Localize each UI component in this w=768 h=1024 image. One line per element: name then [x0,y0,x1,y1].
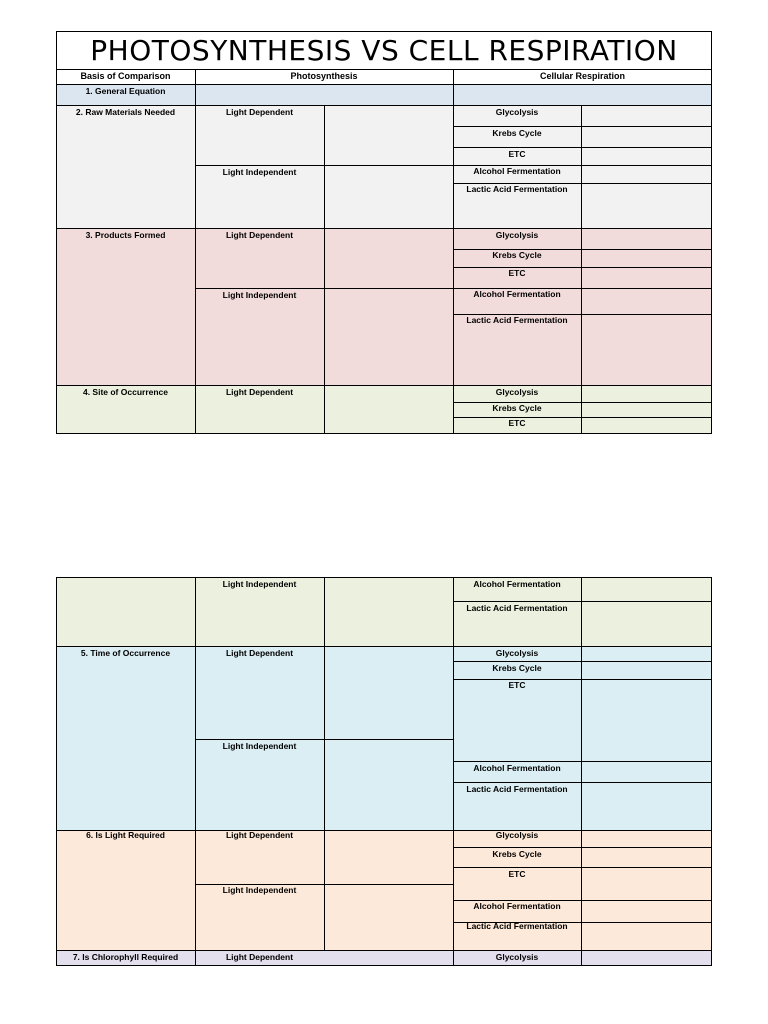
phase-light-independent: Light Independent [222,579,297,589]
phase-light-dependent: Light Dependent [225,648,294,658]
stage-lactic-acid-fermentation: Lactic Acid Fermentation [466,921,568,931]
stage-glycolysis: Glycolysis [495,107,539,117]
site-of-occurrence-continued-bg [56,577,712,646]
products-formed-section-bg [56,228,712,385]
phase-light-independent: Light Independent [222,290,297,300]
stage-krebs-cycle: Krebs Cycle [492,403,542,413]
stage-glycolysis: Glycolysis [495,648,539,658]
phase-light-dependent: Light Dependent [225,230,294,240]
stage-alcohol-fermentation: Alcohol Fermentation [473,901,561,911]
phase-light-dependent: Light Dependent [225,830,294,840]
stage-lactic-acid-fermentation: Lactic Acid Fermentation [466,315,568,325]
stage-glycolysis: Glycolysis [495,830,539,840]
phase-light-dependent: Light Dependent [225,107,294,117]
category-is-light-required: 6. Is Light Required [86,830,165,840]
stage-krebs-cycle: Krebs Cycle [492,849,542,859]
stage-etc: ETC [508,418,526,428]
stage-alcohol-fermentation: Alcohol Fermentation [473,579,561,589]
phase-light-independent: Light Independent [222,885,297,895]
comparison-table-page-2 [56,577,712,966]
stage-lactic-acid-fermentation: Lactic Acid Fermentation [466,784,568,794]
raw-materials-section-bg [56,105,712,228]
header-basis-of-comparison: Basis of Comparison [80,71,171,81]
phase-light-independent: Light Independent [222,741,297,751]
phase-light-dependent: Light Dependent [225,952,294,962]
header-photosynthesis: Photosynthesis [290,71,358,81]
category-raw-materials-needed: 2. Raw Materials Needed [75,107,176,117]
stage-glycolysis: Glycolysis [495,952,539,962]
stage-glycolysis: Glycolysis [495,230,539,240]
stage-alcohol-fermentation: Alcohol Fermentation [473,289,561,299]
phase-light-dependent: Light Dependent [225,387,294,397]
stage-lactic-acid-fermentation: Lactic Acid Fermentation [466,603,568,613]
stage-glycolysis: Glycolysis [495,387,539,397]
category-time-of-occurrence: 5. Time of Occurrence [80,648,171,658]
header-cellular-respiration: Cellular Respiration [539,71,626,81]
category-general-equation: 1. General Equation [85,86,166,96]
category-is-chlorophyll-required: 7. Is Chlorophyll Required [72,952,179,962]
stage-alcohol-fermentation: Alcohol Fermentation [473,763,561,773]
stage-krebs-cycle: Krebs Cycle [492,128,542,138]
comparison-table-page-1 [56,31,712,434]
page-title: PHOTOSYNTHESIS VS CELL RESPIRATION [90,33,678,67]
is-light-required-section-bg [56,830,712,950]
stage-etc: ETC [508,268,526,278]
phase-light-independent: Light Independent [222,167,297,177]
stage-krebs-cycle: Krebs Cycle [492,250,542,260]
stage-krebs-cycle: Krebs Cycle [492,663,542,673]
stage-etc: ETC [508,869,526,879]
stage-etc: ETC [508,149,526,159]
stage-lactic-acid-fermentation: Lactic Acid Fermentation [466,184,568,194]
category-products-formed: 3. Products Formed [85,230,166,240]
stage-etc: ETC [508,680,526,690]
time-of-occurrence-section-bg [56,646,712,830]
stage-alcohol-fermentation: Alcohol Fermentation [473,166,561,176]
category-site-of-occurrence: 4. Site of Occurrence [82,387,169,397]
